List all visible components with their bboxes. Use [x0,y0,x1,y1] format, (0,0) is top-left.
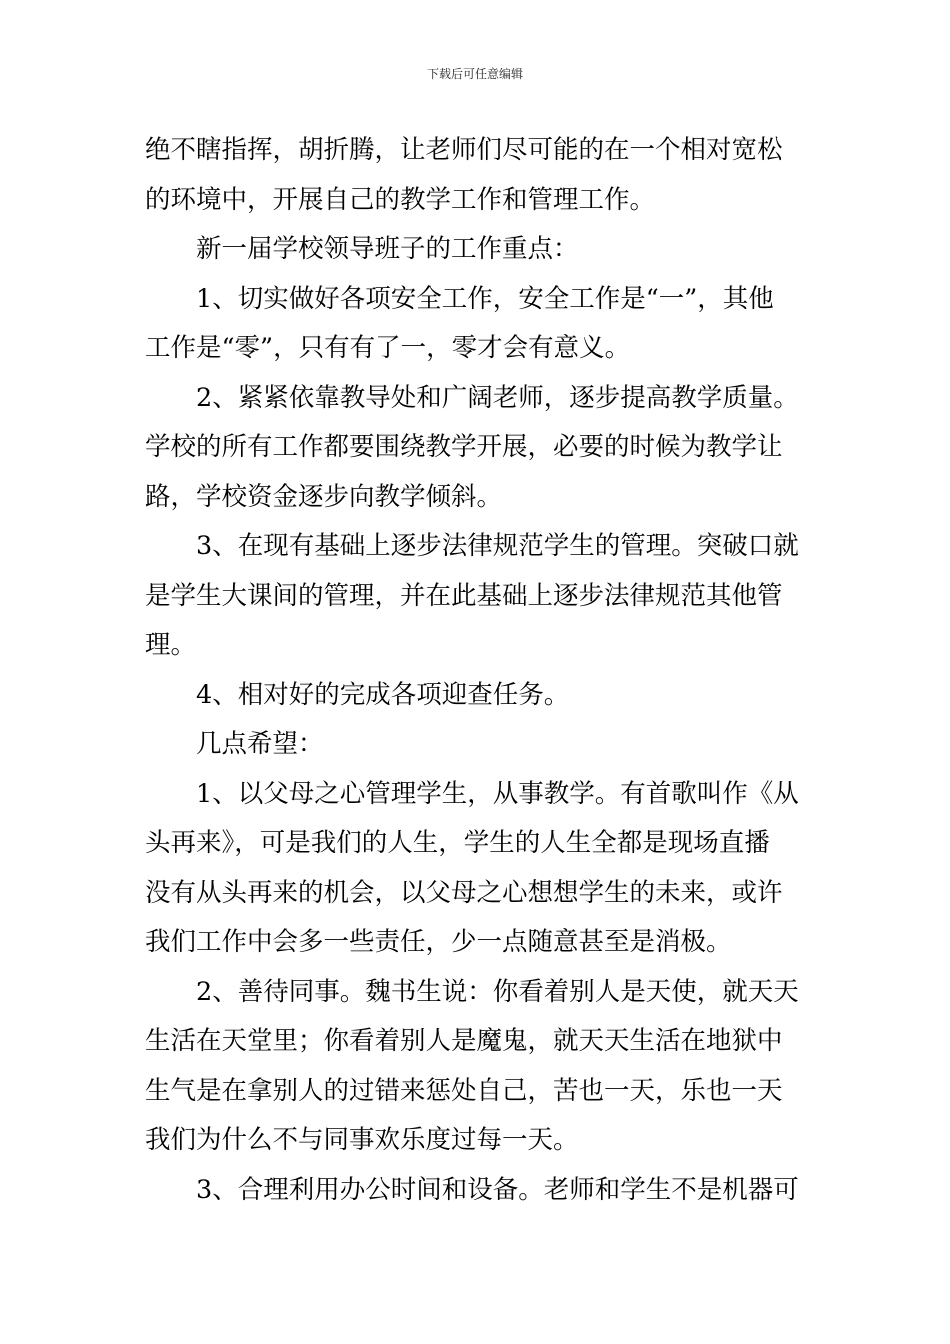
text-line: 1、以父母之心管理学生，从事教学。有首歌叫作《从 [196,778,799,809]
text-line: 绝不瞎指挥，胡折腾，让老师们尽可能的在一个相对宽松 [145,135,783,165]
text-line: 生活在天堂里；你看着别人是魔鬼，就天天生活在地狱中 [145,1026,783,1056]
text-line: 3、在现有基础上逐步法律规范学生的管理。突破口就 [196,531,799,561]
text-line: 理。 [145,630,197,660]
text-line: 2、善待同事。魏书生说：你看着别人是天使，就天天 [196,976,799,1007]
text-line: 路，学校资金逐步向教学倾斜。 [145,481,503,512]
text-line: 1、切实做好各项安全工作，安全工作是“一”，其他 [196,283,774,314]
text-line: 学校的所有工作都要围绕教学开展，必要的时候为教学让 [145,432,783,462]
text-line: 3、合理利用办公时间和设备。老师和学生不是机器可 [196,1174,799,1205]
text-line: 没有从头再来的机会，以父母之心想想学生的未来，或许 [145,877,783,908]
text-line: 的环境中，开展自己的教学工作和管理工作。 [145,184,656,215]
text-line: 我们为什么不与同事欢乐度过每一天。 [145,1125,579,1155]
text-line: 工作是“零”，只有有了一，零才会有意义。 [145,333,631,363]
text-line: 头再来》，可是我们的人生，学生的人生全都是现场直播 [145,828,770,858]
text-line: 2、紧紧依靠教导处和广阔老师，逐步提高教学质量。 [196,382,799,413]
page-header: 下载后可任意编辑 [426,67,523,81]
document-body [145,126,810,1215]
text-line: 是学生大课间的管理，并在此基础上逐步法律规范其他管 [145,580,783,611]
text-line: 几点希望： [196,729,324,759]
text-line: 新一届学校领导班子的工作重点： [196,234,579,264]
text-line: 4、相对好的完成各项迎查任务。 [196,679,570,710]
text-line: 我们工作中会多一些责任，少一点随意甚至是消极。 [145,927,732,957]
text-line: 生气是在拿别人的过错来惩处自己，苦也一天，乐也一天 [145,1075,783,1106]
